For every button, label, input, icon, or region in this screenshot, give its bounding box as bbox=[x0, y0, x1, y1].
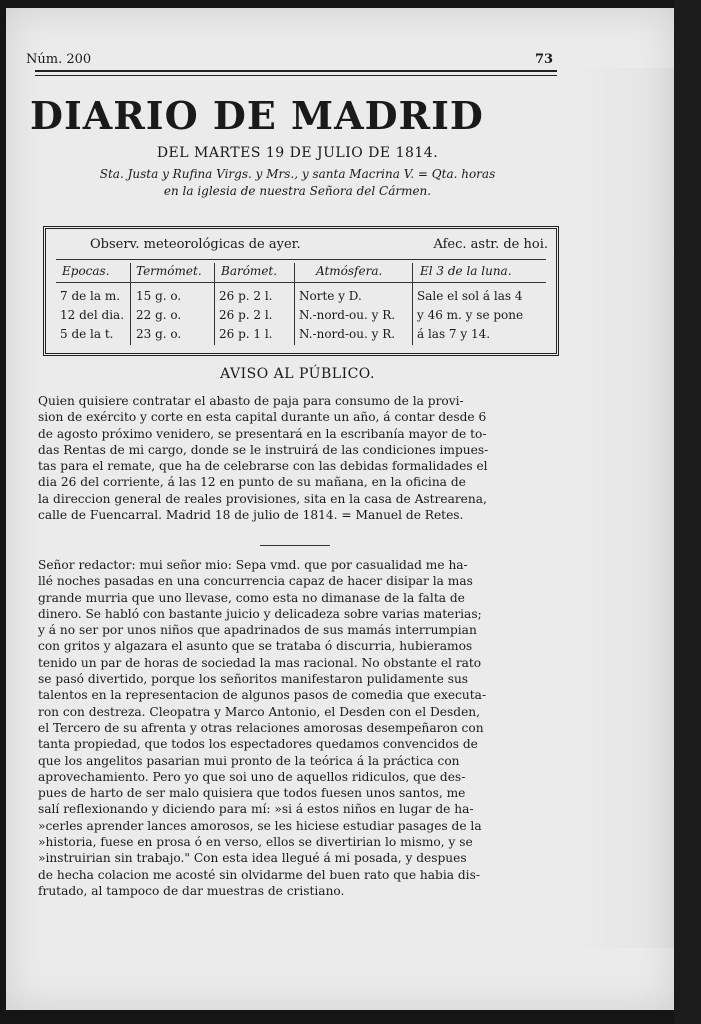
text-line: calle de Fuencarral. Madrid 18 de julio de 1814. = Manuel de Retes. bbox=[38, 508, 464, 523]
table-cell: 22 g. o. bbox=[136, 308, 182, 322]
text-line: que los angelitos pasarian mui pronto de la teórica á la práctica con bbox=[38, 753, 460, 768]
notice-title: AVISO AL PÚBLICO. bbox=[220, 366, 375, 382]
saints-line-1: Sta. Justa y Rufina Virgs. y Mrs., y santa Macrina V. = Qta. horas bbox=[99, 167, 496, 181]
notice-body bbox=[38, 393, 564, 523]
text-line: dia 26 del corriente, á las 12 en punto de su mañana, en la oficina de bbox=[38, 475, 466, 490]
col-barometro bbox=[219, 287, 273, 344]
letter-body bbox=[38, 557, 564, 899]
text-line: »cerles aprender lances amorosos, se les hiciese estudiar pasages de la bbox=[38, 818, 482, 833]
col-divider bbox=[130, 263, 131, 345]
header-rule-thin bbox=[35, 75, 557, 76]
saints-note bbox=[30, 166, 565, 200]
text-line: el Tercero de su afrenta y otras relaciones amorosas desempeñaron con bbox=[38, 720, 484, 735]
col-head-epocas: Epocas. bbox=[62, 264, 110, 278]
astro-heading: Afec. astr. de hoi. bbox=[433, 237, 548, 252]
text-line: con gritos y algazara el asunto que se trataba ó discurria, hubieramos bbox=[38, 639, 473, 654]
text-line: la direccion general de reales provisiones, sita en la casa de Astrearena, bbox=[38, 491, 487, 506]
text-line: sion de exército y corte en esta capital durante un año, á contar desde 6 bbox=[38, 410, 487, 425]
col-divider bbox=[412, 263, 413, 345]
text-line: grande murria que uno llevase, como esta no dimanase de la falta de bbox=[38, 590, 465, 605]
col-head-atmosfera: Atmósfera. bbox=[316, 264, 383, 278]
section-separator bbox=[260, 545, 330, 546]
text-line: llé noches pasadas en una concurrencia capaz de hacer disipar la mas bbox=[38, 574, 473, 589]
bleed-through-shadow bbox=[566, 68, 674, 948]
col-head-luna: El 3 de la luna. bbox=[420, 264, 512, 278]
text-line: frutado, al tampoco de dar muestras de cristiano. bbox=[38, 883, 345, 898]
text-line: de hecha colacion me acosté sin olvidarme del buen rato que habia dis- bbox=[38, 867, 480, 882]
saints-line-2: en la iglesia de nuestra Señora del Cármen. bbox=[163, 184, 432, 198]
text-line: Señor redactor: mui señor mio: Sepa vmd. que por casualidad me ha- bbox=[38, 558, 468, 572]
text-line: ron con destreza. Cleopatra y Marco Antonio, el Desden con el Desden, bbox=[38, 704, 481, 719]
background-edge bbox=[674, 0, 701, 1024]
header-rule bbox=[35, 70, 557, 72]
table-cell: 15 g. o. bbox=[136, 289, 182, 303]
col-atmosfera bbox=[299, 287, 395, 344]
text-line: talentos en la representacion de algunos pasos de comedia que executa- bbox=[38, 688, 487, 703]
text-line: aprovechamiento. Pero yo que soi uno de aquellos ridiculos, que des- bbox=[38, 769, 466, 784]
col-divider bbox=[294, 263, 295, 345]
weather-table bbox=[43, 226, 559, 356]
table-cell: N.-nord-ou. y R. bbox=[299, 308, 396, 322]
table-cell: y 46 m. y se pone bbox=[417, 308, 524, 322]
table-cell: 5 de la t. bbox=[60, 327, 114, 341]
text-line: tenido un par de horas de sociedad la mas racional. No obstante el rato bbox=[38, 655, 482, 670]
text-line: »historia, fuese en prosa ó en verso, ellos se divertirian lo mismo, y se bbox=[38, 835, 473, 850]
text-line: »instruirian sin trabajo." Con esta idea llegué á mi posada, y despues bbox=[38, 851, 467, 866]
table-cell: 23 g. o. bbox=[136, 327, 182, 341]
text-line: salí reflexionando y diciendo para mí: »si á estos niños en lugar de ha- bbox=[38, 802, 474, 817]
text-line: dinero. Se habló con bastante juicio y delicadeza sobre varias materias; bbox=[38, 606, 482, 621]
table-rule-top bbox=[56, 259, 546, 260]
table-cell: 26 p. 2 l. bbox=[219, 308, 273, 322]
text-line: Quien quisiere contratar el abasto de paja para consumo de la provi- bbox=[38, 394, 464, 408]
col-epocas bbox=[60, 287, 124, 344]
table-cell: 26 p. 1 l. bbox=[219, 327, 273, 341]
table-cell: N.-nord-ou. y R. bbox=[299, 327, 396, 341]
text-line: de agosto próximo venidero, se presentará en la escribanía mayor de to- bbox=[38, 426, 487, 441]
text-line: tas para el remate, que ha de celebrarse con las debidas formalidades el bbox=[38, 459, 488, 474]
table-cell: 26 p. 2 l. bbox=[219, 289, 273, 303]
table-cell: á las 7 y 14. bbox=[417, 327, 491, 341]
text-line: y á no ser por unos niños que apadrinados de sus mamás interrumpian bbox=[38, 623, 477, 638]
col-termometro bbox=[136, 287, 181, 344]
table-cell: 12 del dia. bbox=[60, 308, 125, 322]
col-luna bbox=[417, 287, 523, 344]
text-line: se pasó divertido, porque los señoritos manifestaron pulidamente sus bbox=[38, 672, 469, 687]
col-head-barometro: Barómet. bbox=[221, 264, 278, 278]
masthead-title: DIARIO DE MADRID bbox=[30, 93, 484, 138]
text-line: pues de harto de ser malo quisiera que todos fuesen unos santos, me bbox=[38, 786, 466, 801]
issue-number: Núm. 200 bbox=[26, 52, 92, 67]
col-divider bbox=[214, 263, 215, 345]
table-cell: Norte y D. bbox=[299, 289, 362, 303]
table-cell: Sale el sol á las 4 bbox=[417, 289, 523, 303]
page-number: 73 bbox=[535, 52, 554, 67]
dateline: DEL MARTES 19 DE JULIO DE 1814. bbox=[156, 145, 439, 161]
text-line: das Rentas de mi cargo, donde se le instruirá de las condiciones impues- bbox=[38, 442, 489, 457]
weather-heading: Observ. meteorológicas de ayer. bbox=[90, 237, 301, 252]
text-line: tanta propiedad, que todos los espectadores quedamos convencidos de bbox=[38, 737, 478, 752]
table-cell: 7 de la m. bbox=[60, 289, 121, 303]
col-head-termometro: Termómet. bbox=[136, 264, 202, 278]
